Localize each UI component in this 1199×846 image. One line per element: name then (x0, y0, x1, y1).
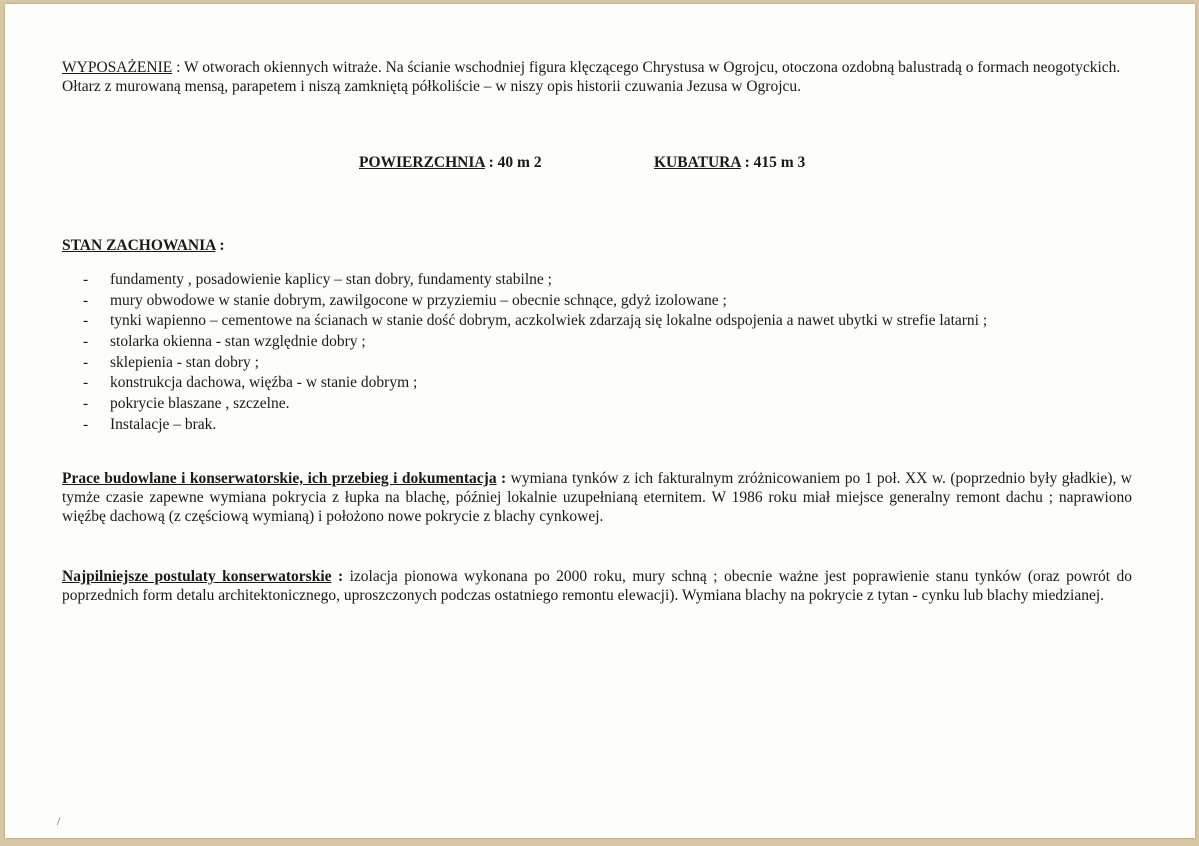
list-item-text: fundamenty , posadowienie kaplicy – stan dobry, fundamenty stabilne ; (110, 271, 552, 288)
list-item (83, 311, 1143, 332)
works-text: wymiana tynków z ich fakturalnym zróżnicowaniem po 1 poł. XX w. (poprzednio były gładkie), w tymże czasie zapewne wymiana pokrycia z łupka na blachę, później lokalnie uzupełnianą eternitem. W 1986 roku miał miejsce generalny remont dachu ; naprawiono więźbę dachową (z częściową wymianą) i położono nowe pokrycie z blachy cynkowej. (62, 470, 1132, 525)
equipment-paragraph (62, 58, 1132, 96)
equipment-label: WYPOSAŻENIE (62, 59, 173, 76)
state-list (83, 270, 1143, 436)
postulates-separator: : (331, 568, 344, 585)
list-dash: - (83, 291, 89, 309)
list-item (83, 394, 1143, 415)
volume-value: : 415 m 3 (740, 154, 806, 171)
works-separator: : (496, 470, 507, 487)
list-item-text: tynki wapienno – cementowe na ścianach w stanie dość dobrym, aczkolwiek zdarzają się lokalne odspojenia a nawet ubytki w strefie latarni ; (110, 312, 988, 330)
volume-label: KUBATURA (654, 154, 741, 171)
list-item-text: sklepienia - stan dobry ; (110, 353, 259, 371)
postulates-label: Najpilniejsze postulaty konserwatorskie (62, 568, 332, 585)
list-item (83, 373, 1143, 394)
postulates-paragraph (62, 567, 1132, 605)
list-dash: - (83, 395, 89, 413)
list-dash: - (83, 353, 89, 371)
list-item (83, 353, 1143, 374)
equipment-text: : W otworach okiennych witraże. Na ścianie wschodniej figura klęczącego Chrystusa w Ogrojcu, otoczona ozdobną balustradą o formach neogotyckich. Ołtarz z murowaną mensą, parapetem i niszą zamkniętą półkoliście – w niszy opis historii czuwania Jezusa w Ogrojcu. (62, 59, 1121, 95)
list-item-text: stolarka okienna - stan względnie dobry ; (110, 333, 366, 351)
list-dash: - (83, 271, 89, 288)
list-item-text: konstrukcja dachowa, więźba - w stanie dobrym ; (110, 374, 418, 392)
list-item (83, 291, 1143, 312)
list-dash: - (83, 312, 89, 330)
volume-stat (654, 153, 805, 172)
list-item-text: mury obwodowe w stanie dobrym, zawilgocone w przyziemiu – obecnie schnące, gdyż izolowane ; (110, 291, 727, 309)
postulates-text: izolacja pionowa wykonana po 2000 roku, mury schną ; obecnie ważne jest poprawienie stanu tynków (oraz powrót do poprzednich form detalu architektonicznego, uproszczonych podczas ostatniego remontu elewacji). Wymiana blachy na pokrycie z tytan - cynku lub blachy miedzianej. (62, 568, 1133, 604)
area-label: POWIERZCHNIA (359, 154, 485, 171)
list-dash: - (83, 333, 89, 351)
state-heading-suffix: : (215, 237, 225, 254)
document-page (5, 4, 1195, 838)
works-label: Prace budowlane i konserwatorskie, ich przebieg i dokumentacja (62, 470, 497, 487)
works-paragraph (62, 469, 1132, 526)
list-item (83, 332, 1143, 353)
list-dash: - (83, 415, 89, 433)
list-item-text: Instalacje – brak. (110, 415, 217, 433)
list-item (83, 270, 1143, 291)
list-item (83, 415, 1143, 436)
state-heading-label: STAN ZACHOWANIA (62, 237, 216, 254)
area-value: : 40 m 2 (484, 154, 542, 171)
area-stat (359, 154, 542, 171)
margin-mark: / (57, 814, 61, 828)
list-item-text: pokrycie blaszane , szczelne. (110, 395, 290, 413)
stats-line (359, 153, 959, 172)
list-dash: - (83, 374, 89, 392)
state-heading (62, 236, 1132, 255)
